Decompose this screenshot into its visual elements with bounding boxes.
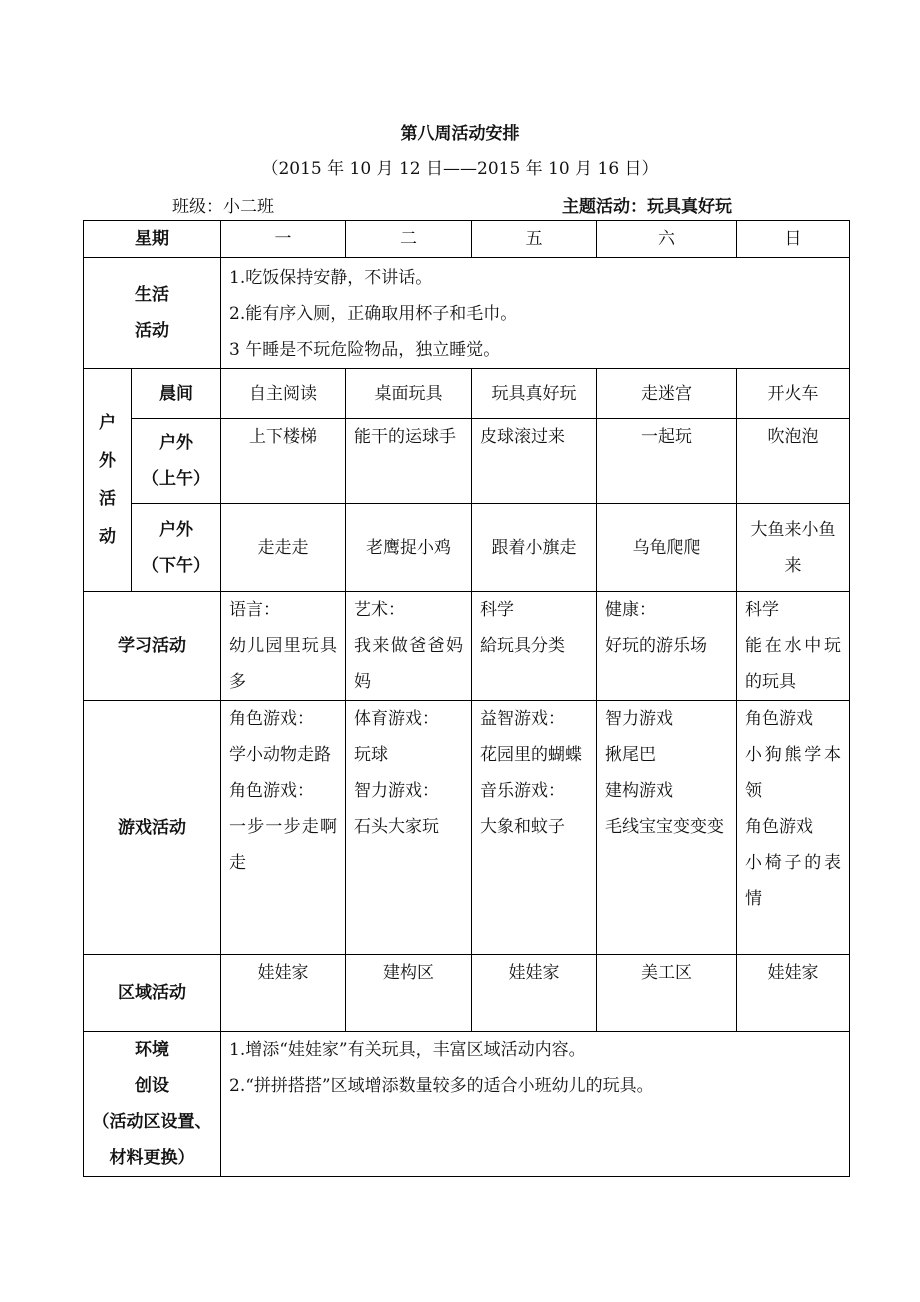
day-header-tue: 二 bbox=[346, 221, 472, 258]
life-row bbox=[84, 258, 850, 369]
pm-cell: 跟着小旗走 bbox=[472, 504, 597, 592]
game-type: 角色游戏 bbox=[745, 709, 813, 729]
game-name: 毛线宝宝变变变 bbox=[605, 817, 724, 837]
game-name: 石头大家玩 bbox=[354, 817, 439, 837]
outdoor-label bbox=[84, 369, 132, 592]
game-type: 智力游戏： bbox=[354, 781, 439, 801]
morning-cell: 桌面玩具 bbox=[346, 369, 472, 419]
am-label bbox=[132, 419, 221, 504]
morning-cell: 玩具真好玩 bbox=[472, 369, 597, 419]
day-header-fri: 五 bbox=[472, 221, 597, 258]
study-label: 学习活动 bbox=[84, 592, 221, 701]
life-line: 1.吃饭保持安静，不讲话。 bbox=[229, 268, 433, 288]
life-line: 2.能有序入厕，正确取用杯子和毛巾。 bbox=[229, 304, 518, 324]
am-row bbox=[84, 419, 850, 504]
env-label-line: 材料更换） bbox=[109, 1148, 195, 1168]
day-header-sat: 六 bbox=[597, 221, 737, 258]
morning-cell: 开火车 bbox=[737, 369, 850, 419]
pm-cell: 大鱼来小鱼来 bbox=[737, 504, 850, 592]
area-label: 区域活动 bbox=[84, 955, 221, 1032]
env-line: 1.增添“娃娃家”有关玩具，丰富区域活动内容。 bbox=[229, 1040, 586, 1060]
day-header-sun: 日 bbox=[737, 221, 850, 258]
game-type: 音乐游戏： bbox=[480, 781, 565, 801]
outdoor-label-text: 户外活动 bbox=[99, 413, 116, 547]
pm-label-line: （下午） bbox=[142, 555, 210, 576]
area-cell: 娃娃家 bbox=[221, 955, 346, 1032]
game-type: 角色游戏： bbox=[229, 709, 314, 729]
study-subject: 艺术： bbox=[354, 600, 405, 620]
game-row bbox=[84, 701, 850, 955]
env-label-line: （活动区设置、 bbox=[92, 1112, 212, 1132]
study-cell bbox=[472, 592, 597, 701]
area-cell: 美工区 bbox=[597, 955, 737, 1032]
game-cell bbox=[597, 701, 737, 955]
study-topic: 好玩的游乐场 bbox=[605, 636, 707, 656]
game-name: 学小动物走路 bbox=[229, 745, 331, 765]
game-name: 小狗熊学本领 bbox=[745, 745, 841, 801]
env-label-line: 环境 bbox=[135, 1040, 169, 1060]
page-title: 第八周活动安排 bbox=[400, 124, 520, 144]
study-cell bbox=[221, 592, 346, 701]
game-name: 小椅子的表情 bbox=[745, 853, 841, 909]
life-content bbox=[221, 258, 850, 369]
study-subject: 语言： bbox=[229, 600, 280, 620]
am-cell: 能干的运球手 bbox=[346, 419, 472, 504]
study-subject: 科学 bbox=[480, 600, 514, 620]
game-name: 大象和蚊子 bbox=[480, 817, 565, 837]
header-row bbox=[84, 221, 850, 258]
am-cell: 一起玩 bbox=[597, 419, 737, 504]
life-label-line: 生活 bbox=[135, 285, 169, 305]
study-subject: 健康： bbox=[605, 600, 656, 620]
game-type: 益智游戏： bbox=[480, 709, 565, 729]
area-cell: 娃娃家 bbox=[472, 955, 597, 1032]
study-cell bbox=[346, 592, 472, 701]
am-label-line: 户外 bbox=[159, 433, 193, 453]
game-cell bbox=[737, 701, 850, 955]
pm-cell: 走走走 bbox=[221, 504, 346, 592]
study-cell bbox=[597, 592, 737, 701]
area-row bbox=[84, 955, 850, 1032]
env-line: 2.“拼拼搭搭”区域增添数量较多的适合小班幼儿的玩具。 bbox=[229, 1076, 654, 1096]
am-cell: 上下楼梯 bbox=[221, 419, 346, 504]
game-name: 揪尾巴 bbox=[605, 745, 656, 765]
game-cell bbox=[472, 701, 597, 955]
env-content bbox=[221, 1032, 850, 1177]
game-name: 玩球 bbox=[354, 745, 388, 765]
schedule-table bbox=[83, 220, 850, 1177]
pm-cell: 老鹰捉小鸡 bbox=[346, 504, 472, 592]
am-cell: 吹泡泡 bbox=[737, 419, 850, 504]
pm-row bbox=[84, 504, 850, 592]
morning-label: 晨间 bbox=[132, 369, 221, 419]
game-label: 游戏活动 bbox=[84, 701, 221, 955]
game-type: 角色游戏： bbox=[229, 781, 314, 801]
life-line: 3 午睡是不玩危险物品，独立睡觉。 bbox=[229, 340, 501, 360]
study-topic: 能在水中玩的玩具 bbox=[745, 636, 841, 692]
game-name: 一步一步走啊走 bbox=[229, 817, 337, 873]
env-label bbox=[84, 1032, 221, 1177]
game-type: 体育游戏： bbox=[354, 709, 439, 729]
date-range: （2015 年 10 月 12 日——2015 年 10 月 16 日） bbox=[261, 159, 659, 179]
morning-cell: 自主阅读 bbox=[221, 369, 346, 419]
am-cell: 皮球滚过来 bbox=[472, 419, 597, 504]
class-label: 班级：小二班 bbox=[172, 197, 274, 217]
study-topic: 給玩具分类 bbox=[480, 636, 565, 656]
env-label-line: 创设 bbox=[135, 1076, 169, 1096]
morning-cell: 走迷宫 bbox=[597, 369, 737, 419]
game-name: 花园里的蝴蝶 bbox=[480, 745, 582, 765]
game-cell bbox=[346, 701, 472, 955]
env-row bbox=[84, 1032, 850, 1177]
pm-label bbox=[132, 504, 221, 592]
pm-label-line: 户外 bbox=[159, 519, 193, 540]
game-type: 智力游戏 bbox=[605, 709, 673, 729]
area-cell: 娃娃家 bbox=[737, 955, 850, 1032]
study-topic: 我来做爸爸妈妈 bbox=[354, 636, 463, 692]
life-label-line: 活动 bbox=[135, 321, 169, 341]
game-type: 建构游戏 bbox=[605, 781, 673, 801]
game-cell bbox=[221, 701, 346, 955]
theme-label: 主题活动：玩具真好玩 bbox=[562, 197, 732, 217]
study-subject: 科学 bbox=[745, 600, 779, 620]
study-cell bbox=[737, 592, 850, 701]
game-type: 角色游戏 bbox=[745, 817, 813, 837]
life-label bbox=[84, 258, 221, 369]
morning-row bbox=[84, 369, 850, 419]
study-row bbox=[84, 592, 850, 701]
study-topic: 幼儿园里玩具多 bbox=[229, 636, 337, 692]
area-cell: 建构区 bbox=[346, 955, 472, 1032]
weekday-header: 星期 bbox=[84, 221, 221, 258]
day-header-mon: 一 bbox=[221, 221, 346, 258]
pm-cell: 乌龟爬爬 bbox=[597, 504, 737, 592]
am-label-line: （上午） bbox=[142, 469, 210, 489]
